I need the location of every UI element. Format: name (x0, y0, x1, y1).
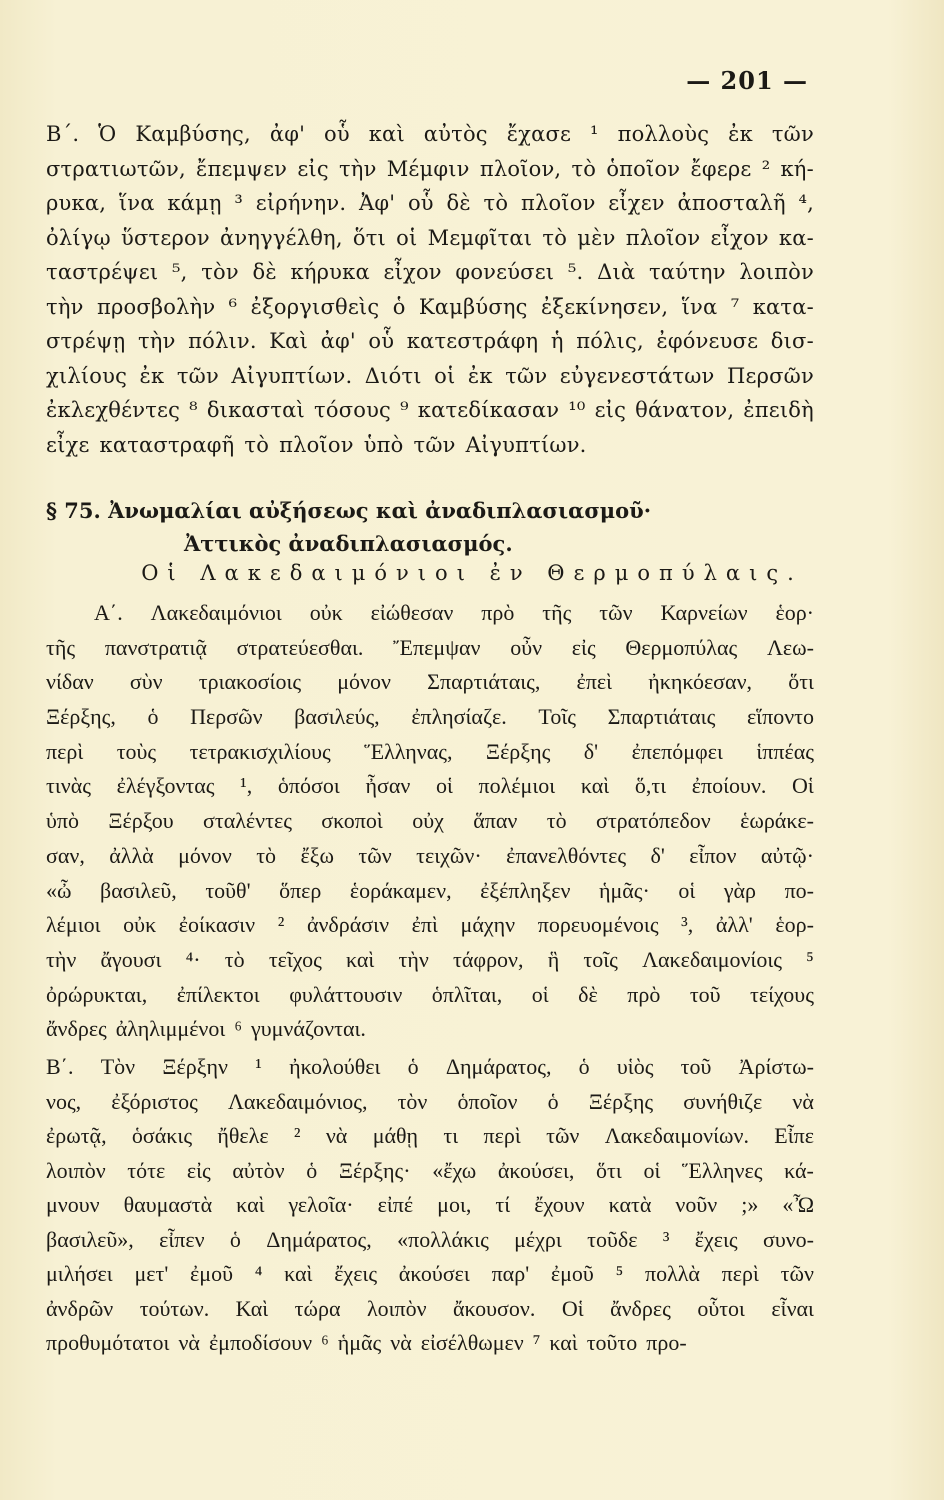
paragraph-2 (46, 596, 814, 1047)
paragraph-2-line: Α΄. Λακεδαιμόνιοι οὐκ εἰώθεσαν πρὸ τῆς τῶν Καρνείων ἑορ· (94, 600, 814, 625)
paragraph-1-line: εἶχε καταστραφῆ τὸ πλοῖον ὑπὸ τῶν Αἰγυπτίων. (46, 432, 587, 457)
paragraph-3-line: μνουν θαυμαστὰ καὶ γελοῖα· εἰπέ μοι, τί ἔχουν κατὰ νοῦν ;» «Ὦ (46, 1192, 814, 1217)
paragraph-1-line: στρέψῃ τὴν πόλιν. Καὶ ἀφ' οὗ κατεστράφη ἡ πόλις, ἐφόνευσε δισ- (46, 329, 814, 353)
paragraph-3-line: ἐρωτᾷ, ὁσάκις ἤθελε ² νὰ μάθῃ τι περὶ τῶν Λακεδαιμονίων. Εἶπε (46, 1123, 814, 1148)
paragraph-2-line: ὀρώρυκται, ἐπίλεκτοι φυλάττουσιν ὁπλῖται, οἱ δὲ πρὸ τοῦ τείχους (46, 981, 814, 1007)
page-number: — 201 — (686, 66, 808, 95)
paragraph-2-line: λέμιοι οὐκ ἐοίκασιν ² ἀνδράσιν ἐπὶ μάχην πορευομένοις ³, ἀλλ' ἑορ- (46, 912, 814, 938)
paragraph-3-line: βασιλεῦ», εἶπεν ὁ Δημάρατος, «πολλάκις μέχρι τοῦδε ³ ἔχεις συνο- (46, 1226, 814, 1252)
paragraph-1-line: ὀλίγῳ ὕστερον ἀνηγγέλθη, ὅτι οἱ Μεμφῖται τὸ μὲν πλοῖον εἶχον κα- (46, 225, 814, 250)
paragraph-2-line: τινὰς ἐλέγξοντας ¹, ὁπόσοι ἦσαν οἱ πολέμιοι καὶ ὅ,τι ἐποίουν. Οἱ (46, 773, 814, 799)
paragraph-1-line: στρατιωτῶν, ἔπεμψεν εἰς τὴν Μέμφιν πλοῖον, τὸ ὁποῖον ἔφερε ² κή- (46, 156, 814, 181)
paragraph-2-line: «ὦ βασιλεῦ, τοῦθ' ὅπερ ἑοράκαμεν, ἐξέπληξεν ἡμᾶς· οἱ γὰρ πο- (46, 877, 814, 903)
heading-line-2: Ἀττικὸς ἀναδιπλασιασμός. (184, 531, 513, 556)
paragraph-1-line: χιλίους ἐκ τῶν Αἰγυπτίων. Διότι οἱ ἐκ τῶν εὐγενεστάτων Περσῶν (46, 363, 814, 388)
section-heading (46, 494, 814, 560)
paragraph-3 (46, 1050, 814, 1361)
paragraph-1 (46, 118, 814, 463)
paragraph-2-line: σαν, ἀλλὰ μόνον τὸ ἔξω τῶν τειχῶν· ἐπανελθόντες δ' εἶπον αὐτῷ· (46, 842, 814, 868)
paragraph-3-line: μιλήσει μετ' ἐμοῦ ⁴ καὶ ἔχεις ἀκούσει παρ' ἐμοῦ ⁵ πολλὰ περὶ τῶν (46, 1261, 814, 1286)
paragraph-1-line: ρυκα, ἵνα κάμῃ ³ εἰρήνην. Ἀφ' οὗ δὲ τὸ πλοῖον εἶχεν ἀποσταλῆ ⁴, (46, 191, 814, 215)
paragraph-1-line: Β΄. Ὁ Καμβύσης, ἀφ' οὗ καὶ αὐτὸς ἔχασε ¹ πολλοὺς ἐκ τῶν (46, 122, 814, 146)
paragraph-2-line: νίδαν σὺν τριακοσίοις μόνον Σπαρτιάταις, ἐπεὶ ἠκηκόεσαν, ὅτι (46, 669, 814, 695)
paragraph-2-line: ὑπὸ Ξέρξου σταλέντες σκοποὶ οὐχ ἅπαν τὸ στρατόπεδον ἑωράκε- (46, 808, 814, 834)
paragraph-3-line: ἀνδρῶν τούτων. Καὶ τώρα λοιπὸν ἄκουσον. Οἱ ἄνδρες οὗτοι εἶναι (46, 1295, 814, 1321)
section-subtitle: Οἱ Λακεδαιμόνιοι ἐν Θερμοπύλαις. (141, 561, 803, 585)
paragraph-3-line: λοιπὸν τότε εἰς αὐτὸν ὁ Ξέρξης· «ἔχω ἀκούσει, ὅτι οἱ Ἕλληνες κά- (46, 1157, 814, 1183)
paragraph-2-line: τὴν ἄγουσι ⁴· τὸ τεῖχος καὶ τὴν τάφρον, ἣ τοῖς Λακεδαιμονίοις ⁵ (46, 946, 814, 972)
paragraph-2-line: περὶ τοὺς τετρακισχιλίους Ἕλληνας, Ξέρξης δ' ἐπεπόμφει ἱππέας (46, 738, 814, 764)
paragraph-1-line: ταστρέψει ⁵, τὸν δὲ κήρυκα εἶχον φονεύσει ⁵. Διὰ ταύτην λοιπὸν (46, 260, 814, 284)
heading-line-1: § 75. Ἀνωμαλίαι αὐξήσεως καὶ ἀναδιπλασιασμοῦ· (46, 498, 652, 523)
paragraph-2-line: τῆς πανστρατιᾷ στρατεύεσθαι. Ἔπεμψαν οὖν εἰς Θερμοπύλας Λεω- (46, 634, 814, 660)
paragraph-2-line: Ξέρξης, ὁ Περσῶν βασιλεύς, ἐπλησίαζε. Τοῖς Σπαρτιάταις εἵποντο (46, 704, 814, 730)
paragraph-1-line: ἐκλεχθέντες ⁸ δικασταὶ τόσους ⁹ κατεδίκασαν ¹⁰ εἰς θάνατον, ἐπειδὴ (46, 398, 814, 422)
paragraph-2-line: ἄνδρες ἀληλιμμένοι ⁶ γυμνάζονται. (46, 1016, 366, 1042)
paragraph-3-line: Β΄. Τὸν Ξέρξην ¹ ἠκολούθει ὁ Δημάρατος, ὁ υἱὸς τοῦ Ἀρίστω- (46, 1054, 814, 1079)
paragraph-3-line: νος, ἐξόριστος Λακεδαιμόνιος, τὸν ὁποῖον ὁ Ξέρξης συνήθιζε νὰ (46, 1088, 814, 1114)
paragraph-3-line: προθυμότατοι νὰ ἐμποδίσουν ⁶ ἡμᾶς νὰ εἰσέλθωμεν ⁷ καὶ τοῦτο προ- (46, 1330, 687, 1355)
paragraph-1-line: τὴν προσβολὴν ⁶ ἐξοργισθεὶς ὁ Καμβύσης ἐξεκίνησεν, ἵνα ⁷ κατα- (46, 294, 814, 319)
